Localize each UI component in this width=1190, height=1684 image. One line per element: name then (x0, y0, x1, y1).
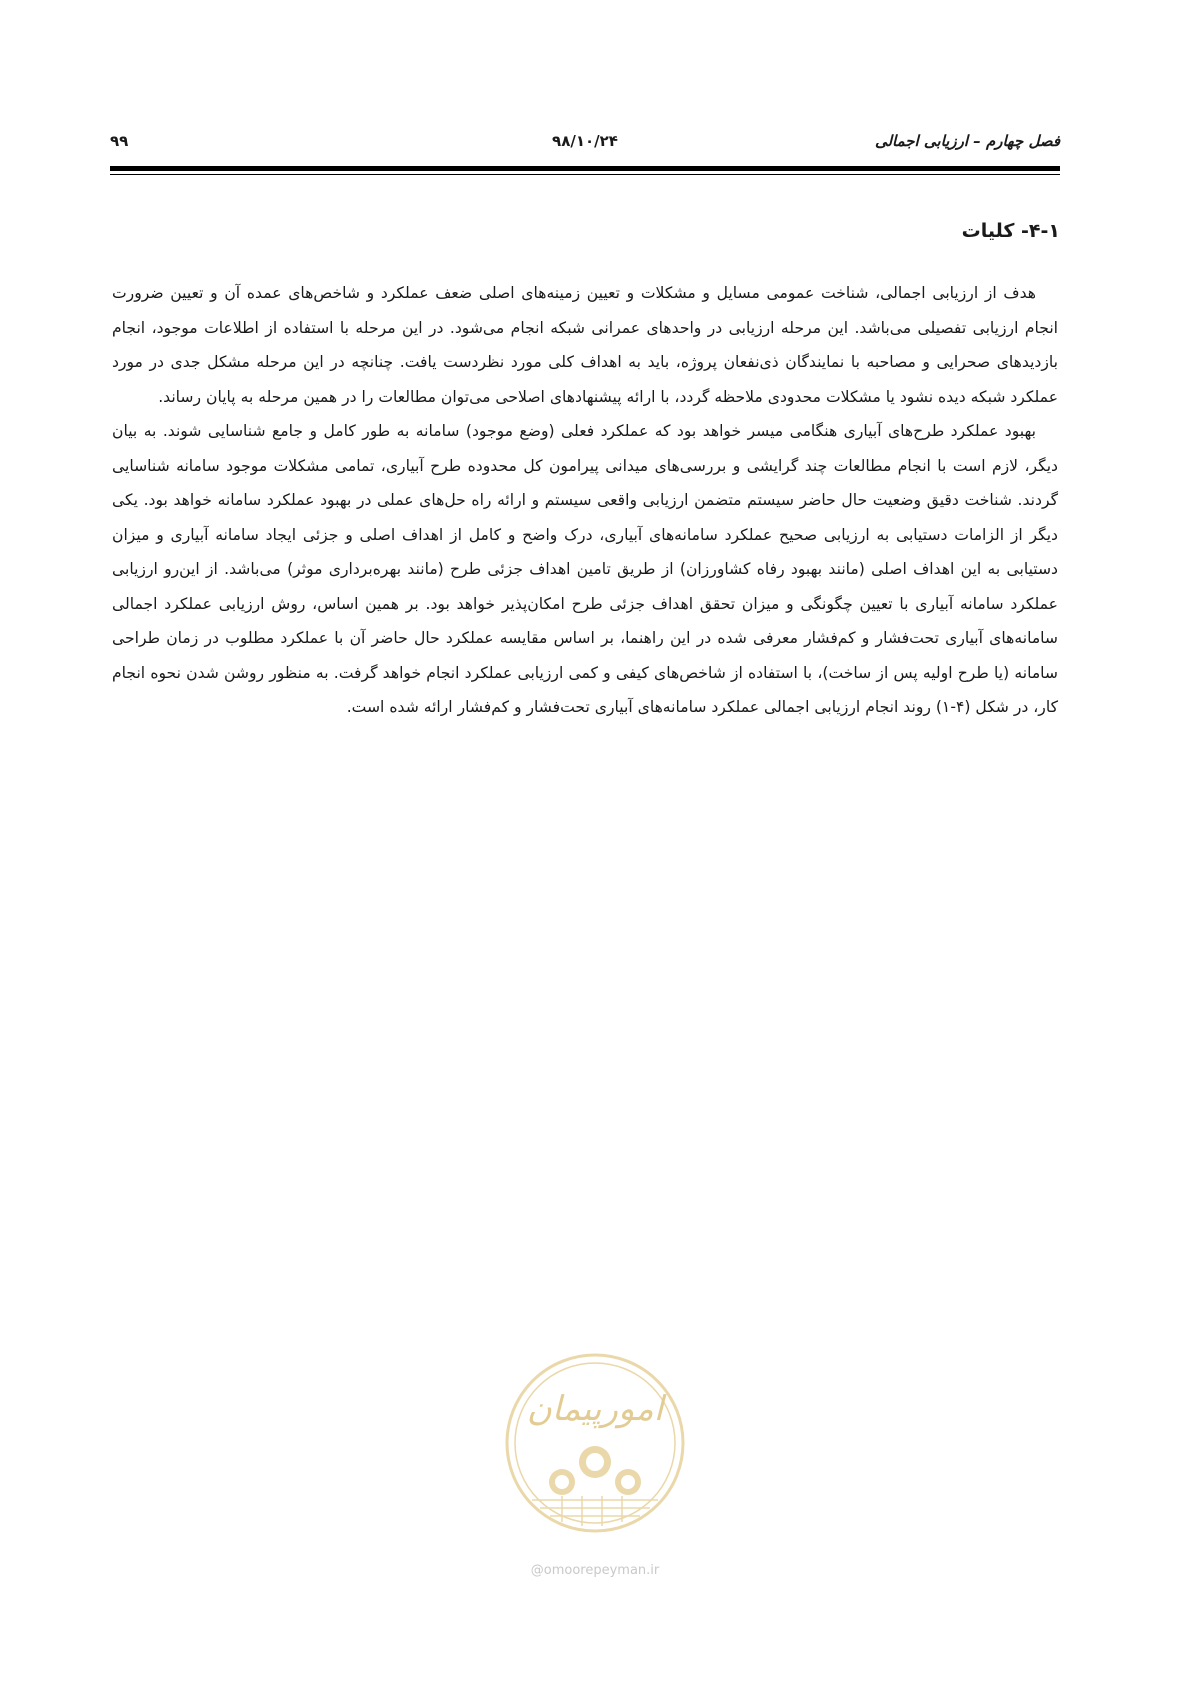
header-rule-thin (110, 174, 1060, 175)
section-heading: ۴-۱- کلیات (961, 220, 1060, 242)
logo-text: امورپیمان (526, 1389, 664, 1429)
paragraph: هدف از ارزیابی اجمالی، شناخت عمومی مسایل و مشکلات و تعیین زمینه‌های اصلی ضعف عملکرد و شاخص‌های عمده آن و تعیین ضرورت انجام ارزیابی تفصیلی می‌باشد. این مرحله ارزیابی در واحدهای عمرانی شبکه انجام می‌شود. در این مرحله با استفاده از اطلاعات موجود، انجام بازدیدهای صحرایی و مصاحبه با نمایندگان ذی‌نفعان پروژه، باید به اهداف کلی مورد نظردست یافت. چنانچه در این مرحله مشکل جدی در مورد عملکرد شبکه دیده نشود یا مشکلات محدودی ملاحظه گردد، با ارائه پیشنهادهای اصلاحی می‌توان مطالعات را در همین مرحله به پایان رساند. (112, 284, 1058, 406)
at-icon: @ (530, 1563, 544, 1578)
body-text (112, 276, 1058, 725)
page-header (110, 128, 1060, 158)
seal-icon (502, 1350, 688, 1536)
header-date: ۹۸/۱۰/۲۴ (552, 132, 618, 150)
site-url: omoorepeyman.ir (543, 1563, 660, 1578)
watermark-site (0, 1563, 1190, 1578)
header-rule-thick (110, 166, 1060, 171)
paragraph: بهبود عملکرد طرح‌های آبیاری هنگامی میسر خواهد بود که عملکرد فعلی (وضع موجود) سامانه به طور کامل و جامع شناسایی شوند. به بیان دیگر، لازم است با انجام مطالعات چند گرایشی و بررسی‌های میدانی پیرامون کل محدوده طرح آبیاری، تمامی مشکلات موجود سامانه شناسایی گردند. شناخت دقیق وضعیت حال حاضر سیستم متضمن ارزیابی واقعی سیستم و ارائه راه حل‌های عملی در بهبود عملکرد سامانه خواهد بود. یکی دیگر از الزامات دستیابی به ارزیابی صحیح عملکرد سامانه‌های آبیاری، درک واضح و کامل از اهداف اصلی و جزئی ایجاد سامانه آبیاری و میزان دستیابی به این اهداف اصلی (مانند بهبود رفاه کشاورزان) از طریق تامین اهداف جزئی طرح (مانند بهره‌برداری موثر) می‌باشد. از این‌رو ارزیابی عملکرد سامانه آبیاری با تعیین چگونگی و میزان تحقق اهداف جزئی طرح امکان‌پذیر خواهد بود. بر همین اساس، روش ارزیابی عملکرد اجمالی سامانه‌های آبیاری تحت‌فشار و کم‌فشار معرفی شده در این راهنما، بر اساس مقایسه عملکرد حال حاضر آن با عملکرد مطلوب در زمان طراحی سامانه (یا طرح اولیه پس از ساخت)، با استفاده از شاخص‌های کیفی و کمی ارزیابی عملکرد انجام خواهد گرفت. به منظور روشن شدن نحوه انجام کار، در شکل (۴-۱) روند انجام ارزیابی اجمالی عملکرد سامانه‌های آبیاری تحت‌فشار و کم‌فشار ارائه شده است. (112, 422, 1058, 716)
page-number: ۹۹ (110, 132, 129, 150)
watermark-seal-icon (502, 1350, 688, 1536)
chapter-title: فصل چهارم – ارزیابی اجمالی (874, 132, 1060, 150)
